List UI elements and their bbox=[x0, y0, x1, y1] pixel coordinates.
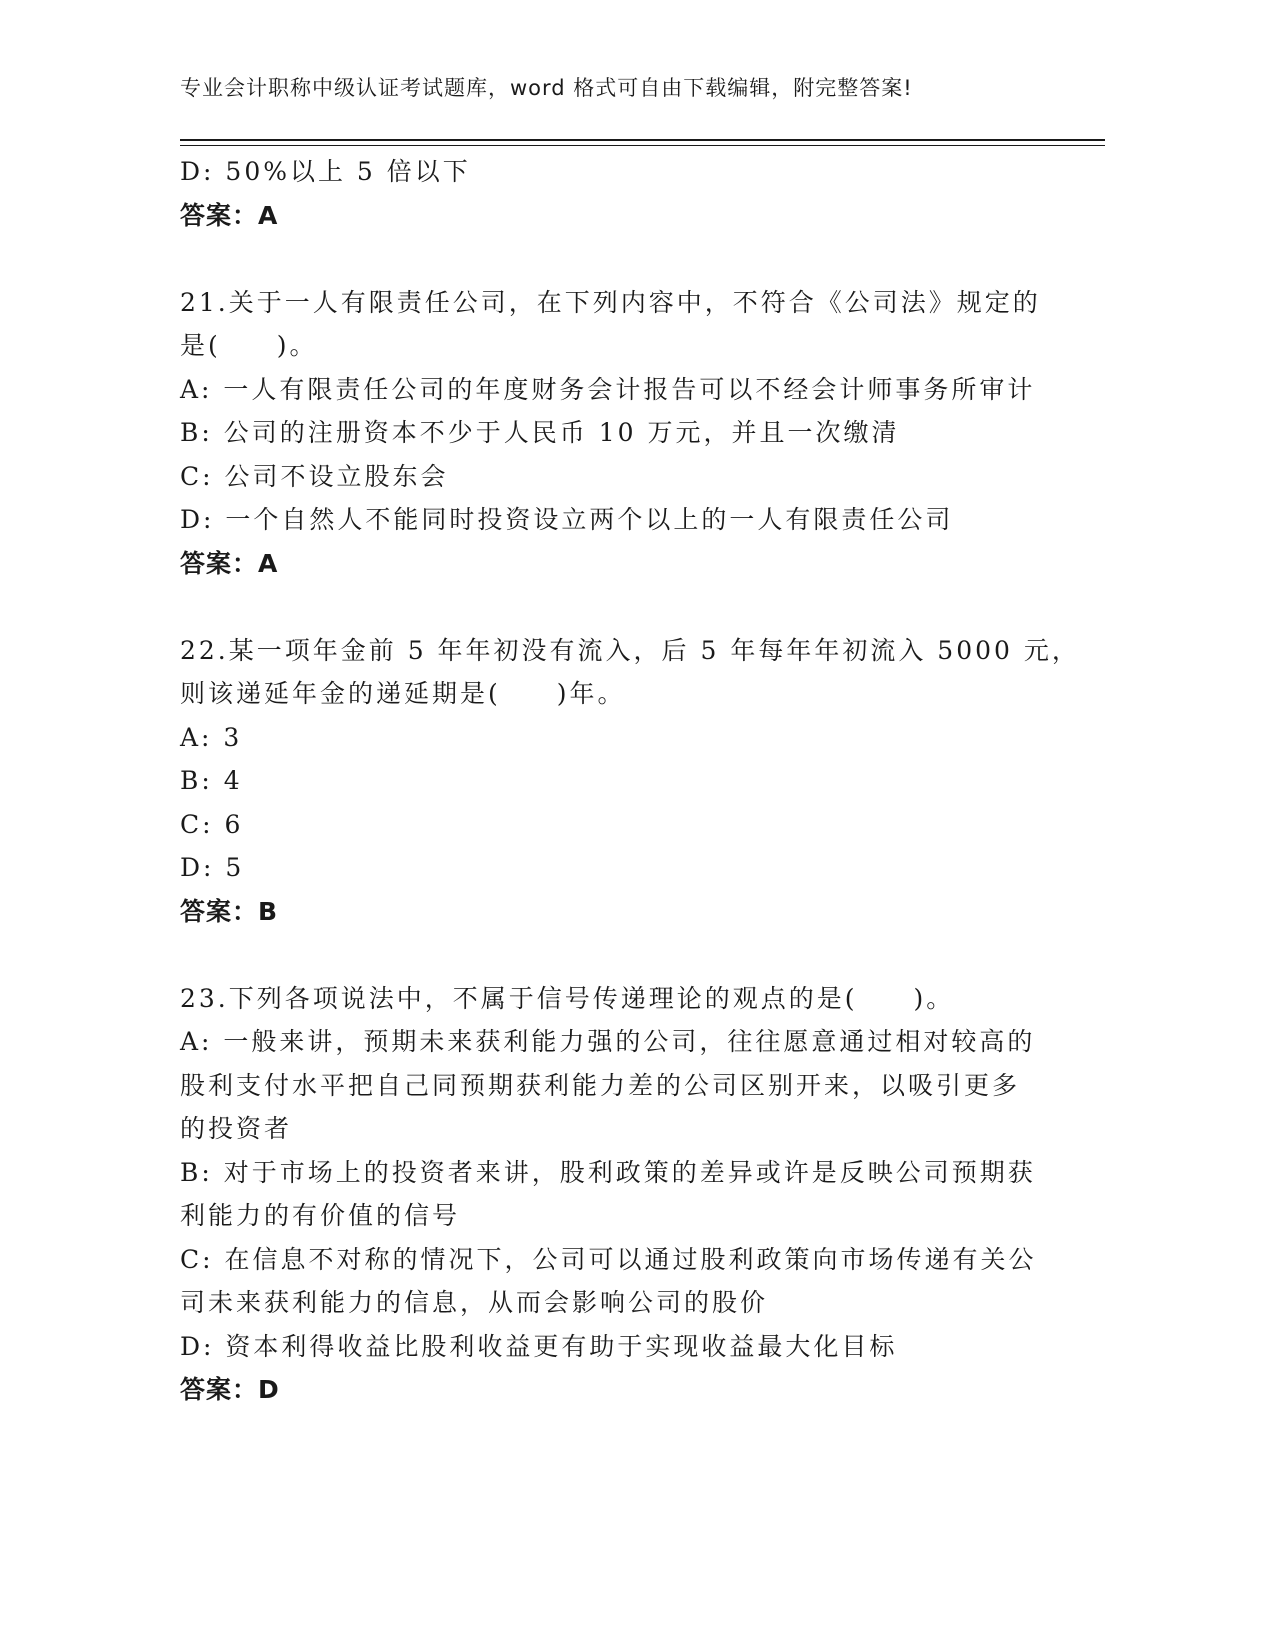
page-header: 专业会计职称中级认证考试题库，word 格式可自由下载编辑，附完整答案! bbox=[180, 76, 913, 100]
q22-option-c: C: 6 bbox=[180, 809, 244, 839]
spacer bbox=[180, 585, 1050, 629]
q22-option-a: A: 3 bbox=[180, 722, 243, 752]
q21-option-d: D: 一个自然人不能同时投资设立两个以上的一人有限责任公司 bbox=[180, 505, 954, 534]
q22-answer: 答案：B bbox=[180, 896, 279, 926]
prev-option-d: D: 50%以上 5 倍以下 bbox=[180, 157, 471, 186]
q23-option-d: D: 资本利得收益比股利收益更有助于实现收益最大化目标 bbox=[180, 1331, 898, 1361]
prev-answer: 答案：A bbox=[180, 200, 279, 230]
q21-stem-line1: 21.关于一人有限责任公司，在下列内容中，不符合《公司法》规定的 bbox=[180, 287, 1041, 317]
header-rule-thick bbox=[180, 139, 1105, 141]
q23-option-b-line1: B: 对于市场上的投资者来讲，股利政策的差异或许是反映公司预期获 bbox=[180, 1157, 1036, 1187]
spacer bbox=[180, 237, 1050, 281]
q21-option-a: A: 一人有限责任公司的年度财务会计报告可以不经会计师事务所审计 bbox=[180, 374, 1036, 404]
spacer bbox=[180, 933, 1050, 977]
q21-stem-line2: 是( )。 bbox=[180, 331, 318, 360]
q23-option-c-line2: 司未来获利能力的信息，从而会影响公司的股价 bbox=[180, 1288, 769, 1317]
q22-stem-line2: 则该递延年金的递延期是( )年。 bbox=[180, 679, 626, 708]
q23-stem: 23.下列各项说法中，不属于信号传递理论的观点的是( )。 bbox=[180, 983, 955, 1013]
q21-answer: 答案：A bbox=[180, 548, 279, 578]
q23-option-b-line2: 利能力的有价值的信号 bbox=[180, 1201, 461, 1230]
q22-stem-line1: 22.某一项年金前 5 年年初没有流入，后 5 年每年年初流入 5000 元， bbox=[180, 635, 1080, 665]
q21-option-c: C: 公司不设立股东会 bbox=[180, 461, 449, 491]
document-body bbox=[180, 150, 1080, 1412]
header-rule-thin bbox=[180, 145, 1105, 146]
q23-option-a-line1: A: 一般来讲，预期未来获利能力强的公司，往往愿意通过相对较高的 bbox=[180, 1027, 1036, 1056]
q23-option-c-line1: C: 在信息不对称的情况下，公司可以通过股利政策向市场传递有关公 bbox=[180, 1244, 1037, 1274]
q22-option-b: B: 4 bbox=[180, 766, 243, 795]
q22-option-d: D: 5 bbox=[180, 853, 245, 882]
q23-option-a-line3: 的投资者 bbox=[180, 1114, 293, 1143]
q23-option-a-line2: 股利支付水平把自己同预期获利能力差的公司区别开来，以吸引更多 bbox=[180, 1070, 1021, 1100]
q21-option-b: B: 公司的注册资本不少于人民币 10 万元，并且一次缴清 bbox=[180, 418, 900, 447]
q23-answer: 答案：D bbox=[180, 1375, 280, 1404]
